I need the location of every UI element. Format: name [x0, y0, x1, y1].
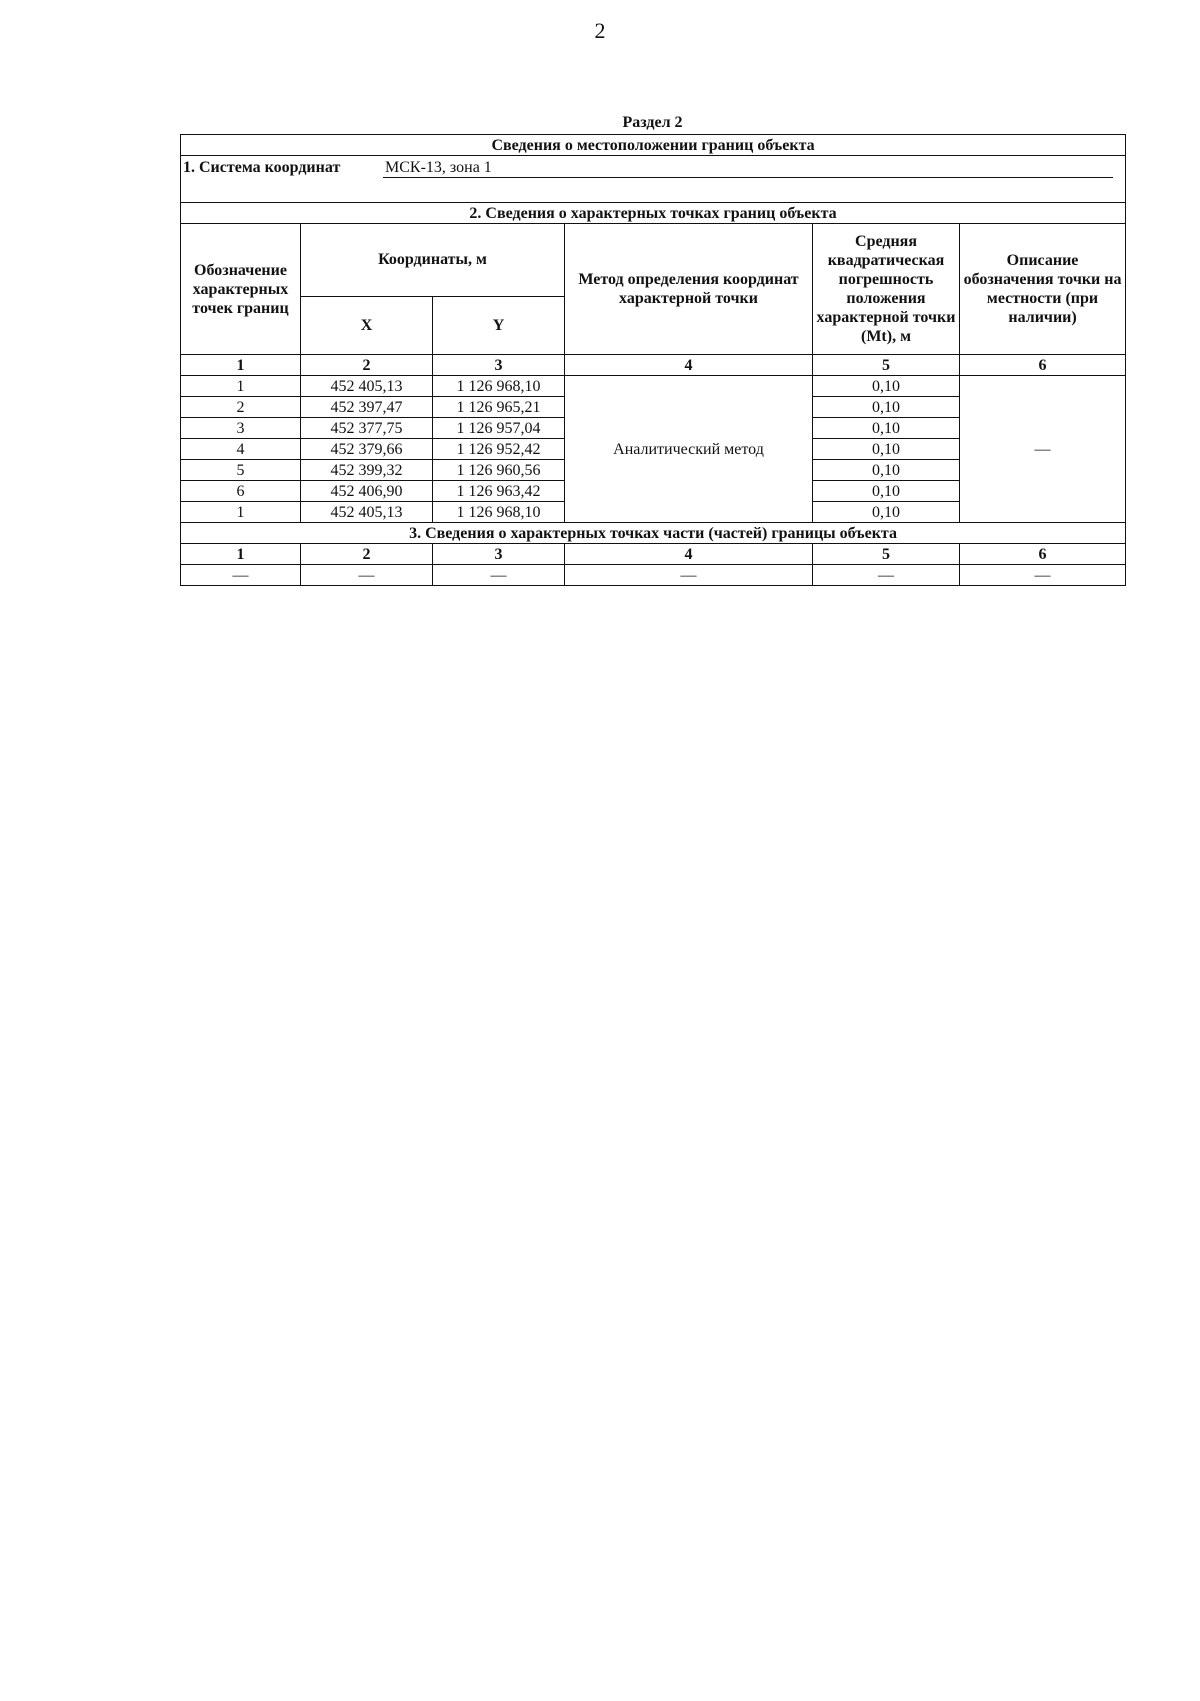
column-number: 3 — [433, 544, 565, 565]
point-id: 4 — [181, 439, 301, 460]
column-number: 1 — [181, 544, 301, 565]
part3-title: 3. Сведения о характерных точках части (частей) границы объекта — [181, 523, 1126, 544]
method-value: Аналитический метод — [565, 376, 813, 523]
mt-value: 0,10 — [813, 460, 960, 481]
boundary-table — [180, 134, 1126, 586]
point-id: 1 — [181, 502, 301, 523]
coordinate-system-row — [181, 156, 1126, 203]
empty-cell: — — [565, 565, 813, 586]
page-number: 2 — [594, 18, 606, 43]
coord-y: 1 126 963,42 — [433, 481, 565, 502]
header-method: Метод определения координат характерной точки — [565, 224, 813, 355]
part2-column-numbers — [181, 355, 1126, 376]
coord-x: 452 405,13 — [301, 376, 433, 397]
empty-cell: — — [960, 565, 1126, 586]
header-y: Y — [433, 296, 565, 354]
column-number: 6 — [960, 544, 1126, 565]
mt-value: 0,10 — [813, 481, 960, 502]
header-coordinates: Координаты, м — [301, 224, 565, 297]
mt-value: 0,10 — [813, 502, 960, 523]
column-number: 6 — [960, 355, 1126, 376]
header-description: Описание обозначения точки на местности (при наличии) — [960, 224, 1126, 355]
coord-x: 452 397,47 — [301, 397, 433, 418]
coord-x: 452 399,32 — [301, 460, 433, 481]
table-row — [181, 376, 1126, 397]
column-number: 4 — [565, 544, 813, 565]
empty-cell: — — [181, 565, 301, 586]
coord-x: 452 377,75 — [301, 418, 433, 439]
coord-y: 1 126 968,10 — [433, 502, 565, 523]
coord-y: 1 126 965,21 — [433, 397, 565, 418]
header-error: Средняя квадратическая погрешность положения характерной точки (Mt), м — [813, 224, 960, 355]
mt-value: 0,10 — [813, 439, 960, 460]
description-value: — — [960, 376, 1126, 523]
point-id: 5 — [181, 460, 301, 481]
coordinate-system-label: 1. Система координат — [183, 159, 341, 176]
column-number: 5 — [813, 544, 960, 565]
column-number: 2 — [301, 355, 433, 376]
point-id: 3 — [181, 418, 301, 439]
table-title: Сведения о местоположении границ объекта — [181, 135, 1126, 156]
coord-y: 1 126 960,56 — [433, 460, 565, 481]
coord-x: 452 379,66 — [301, 439, 433, 460]
column-number: 1 — [181, 355, 301, 376]
part2-title: 2. Сведения о характерных точках границ объекта — [181, 203, 1126, 224]
column-number: 4 — [565, 355, 813, 376]
section-title: Раздел 2 — [622, 114, 683, 131]
empty-cell: — — [301, 565, 433, 586]
column-number: 2 — [301, 544, 433, 565]
coord-x: 452 405,13 — [301, 502, 433, 523]
empty-cell: — — [813, 565, 960, 586]
coord-y: 1 126 968,10 — [433, 376, 565, 397]
header-x: X — [301, 296, 433, 354]
coord-x: 452 406,90 — [301, 481, 433, 502]
column-number: 5 — [813, 355, 960, 376]
part3-row — [181, 565, 1126, 586]
coord-y: 1 126 952,42 — [433, 439, 565, 460]
mt-value: 0,10 — [813, 397, 960, 418]
column-number: 3 — [433, 355, 565, 376]
mt-value: 0,10 — [813, 418, 960, 439]
coord-y: 1 126 957,04 — [433, 418, 565, 439]
part3-column-numbers — [181, 544, 1126, 565]
mt-value: 0,10 — [813, 376, 960, 397]
point-id: 2 — [181, 397, 301, 418]
point-id: 6 — [181, 481, 301, 502]
point-id: 1 — [181, 376, 301, 397]
empty-cell: — — [433, 565, 565, 586]
coordinate-system-value: МСК-13, зона 1 — [383, 158, 1113, 178]
header-designation: Обозначение характерных точек границ — [181, 224, 301, 355]
